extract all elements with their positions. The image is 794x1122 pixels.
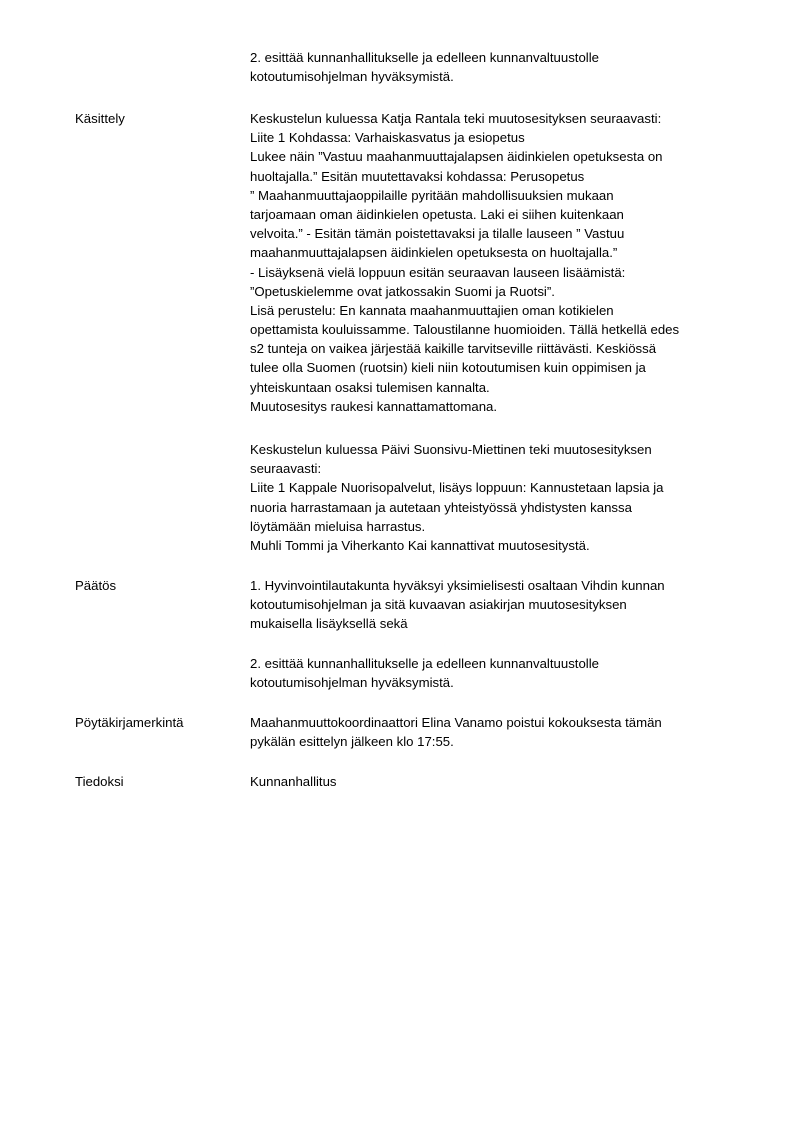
- text-line: nuoria harrastamaan ja autetaan yhteistyössä yhdistysten kanssa: [250, 499, 632, 515]
- text-line: maahanmuuttajalapsen äidinkielen opetuksesta on huoltajalla.”: [250, 245, 618, 261]
- kasittely-label: Käsittely: [75, 111, 125, 126]
- tiedoksi-value: [250, 772, 750, 791]
- text-line: s2 tunteja on vaikea järjestää kaikille tarvitseville riittävästi. Keskiössä: [250, 341, 657, 357]
- text-line: ” Maahanmuuttajaoppilaille pyritään mahdollisuuksien mukaan: [250, 187, 614, 203]
- text-line: Keskustelun kuluessa Päivi Suonsivu-Miettinen teki muutosesityksen: [250, 442, 652, 457]
- text-line: Muhli Tommi ja Viherkanto Kai kannattivat muutosesitystä.: [250, 537, 590, 553]
- text-line: Lisä perustelu: En kannata maahanmuuttajien oman kotikielen: [250, 302, 614, 318]
- text-line: 1. Hyvinvointilautakunta hyväksyi yksimielisesti osaltaan Vihdin kunnan: [250, 578, 665, 593]
- text-line: - Lisäyksenä vielä loppuun esitän seuraavan lauseen lisäämistä:: [250, 264, 626, 280]
- text-line: Lukee näin ”Vastuu maahanmuuttajalapsen äidinkielen opetuksesta on: [250, 149, 663, 165]
- intro-text: [250, 48, 750, 86]
- text-line: yhteiskuntaan osaksi tulemisen kannalta.: [250, 379, 490, 395]
- text-line: löytämään mieluisa harrastus.: [250, 518, 426, 534]
- text-line: huoltajalla.” Esitän muutettavaksi kohdassa: Perusopetus: [250, 168, 585, 184]
- text-line: tulee olla Suomen (ruotsin) kieli niin kotoutumisen kuin oppimisen ja: [250, 360, 646, 376]
- text-line: 2. esittää kunnanhallitukselle ja edelleen kunnanvaltuustolle: [250, 50, 599, 65]
- poytakirjamerkinta-label: Pöytäkirjamerkintä: [75, 715, 184, 730]
- poytakirjamerkinta-text: [250, 713, 750, 751]
- text-line: pykälän esittelyn jälkeen klo 17:55.: [250, 734, 454, 750]
- text-line: Liite 1 Kohdassa: Varhaiskasvatus ja esiopetus: [250, 130, 525, 146]
- text-line: kotoutumisohjelman hyväksymistä.: [250, 69, 454, 85]
- text-line: kotoutumisohjelman ja sitä kuvaavan asiakirjan muutosesityksen: [250, 597, 627, 613]
- text-line: 2. esittää kunnanhallitukselle ja edelleen kunnanvaltuustolle: [250, 656, 599, 671]
- text-line: velvoita.” - Esitän tämän poistettavaksi ja tilalle lauseen ” Vastuu: [250, 226, 625, 242]
- text-line: ”Opetuskielemme ovat jatkossakin Suomi ja Ruotsi”.: [250, 283, 555, 299]
- kasittely-paragraph-1: [250, 109, 750, 416]
- paatos-label: Päätös: [75, 578, 117, 593]
- tiedoksi-label: Tiedoksi: [75, 774, 124, 789]
- text-line: Kunnanhallitus: [250, 774, 337, 789]
- text-line: Liite 1 Kappale Nuorisopalvelut, lisäys loppuun: Kannustetaan lapsia ja: [250, 480, 664, 496]
- text-line: tarjoamaan oman äidinkielen opetusta. Laki ei siihen kuitenkaan: [250, 206, 624, 222]
- text-line: Keskustelun kuluessa Katja Rantala teki muutosesityksen seuraavasti:: [250, 111, 662, 126]
- text-line: Maahanmuuttokoordinaattori Elina Vanamo poistui kokouksesta tämän: [250, 715, 662, 730]
- kasittely-paragraph-2: [250, 440, 750, 555]
- paatos-item-2: [250, 654, 750, 692]
- text-line: kotoutumisohjelman hyväksymistä.: [250, 675, 454, 691]
- paatos-item-1: [250, 576, 750, 634]
- text-line: seuraavasti:: [250, 461, 322, 477]
- text-line: opettamista kouluissamme. Taloustilanne huomioiden. Tällä hetkellä edes: [250, 322, 680, 338]
- text-line: Muutosesitys raukesi kannattamattomana.: [250, 398, 498, 414]
- text-line: mukaisella lisäyksellä sekä: [250, 616, 408, 632]
